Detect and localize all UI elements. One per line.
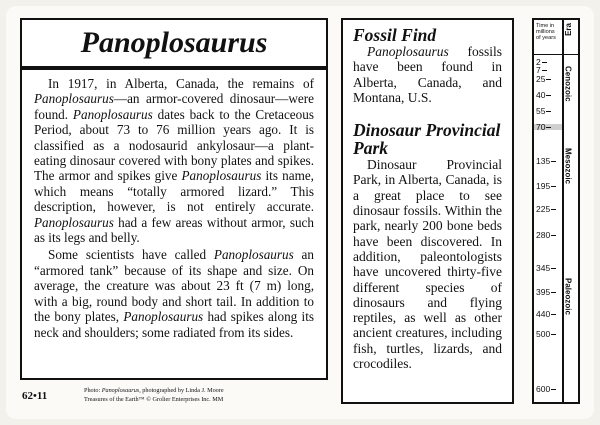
tick-135: 135	[536, 157, 556, 165]
tick-25: 25	[536, 75, 551, 83]
text: fossils have been found in Alberta, Canada, and Montana, U.S.	[353, 44, 502, 105]
geologic-timeline	[532, 18, 580, 404]
header-line: Time in	[536, 23, 555, 29]
text: Some scientists have called	[48, 247, 214, 263]
tick-55: 55	[536, 107, 551, 115]
italic-name: Panoplosaurus	[367, 44, 449, 59]
page-title: Panoplosaurus	[80, 26, 268, 59]
italic-name: Panoplosaurus	[123, 309, 204, 325]
header-line: millions	[536, 29, 555, 36]
title-box	[20, 18, 328, 68]
copyright: Treasures of the Earth™ © Grolier Enterprises Inc. MM	[84, 396, 224, 403]
text: dates back to the Cretaceous Period, about 73 to 76 million years ago. It is classified as a nodosaurid ankylosaur—a plant-eating dinosaur covered with bony plates and spikes. The armor and spikes give	[34, 106, 314, 184]
photo-credit	[84, 386, 224, 395]
era-cenozoic: Cenozoic	[563, 66, 573, 102]
timeline-header	[534, 20, 578, 55]
era-header: Era	[564, 23, 573, 36]
header-line: of years	[536, 35, 556, 42]
era-mesozoic: Mesozoic	[563, 148, 573, 185]
park-text: Dinosaur Provincial Park, in Alberta, Canada, is a great place to see dinosaur fossils. Within the park, nearly 200 bone beds have been discovered. In addition, paleontologists have uncovered thirty-five different species of dinosaurs and flying reptiles, as well as other ancient creatures, including fish, turtles, lizards, and crocodiles.	[353, 157, 502, 372]
photo-photographer: , photographed by Linda J. Moore	[139, 387, 224, 394]
fossil-find-heading: Fossil Find	[353, 25, 437, 45]
text: had spikes along its neck and shoulders; some radiated from its sides.	[34, 309, 314, 340]
card-code: 62•11	[22, 390, 48, 402]
fossil-find-text	[353, 44, 502, 105]
photo-subject: Panoplosaurus	[101, 387, 140, 394]
text: an “armored tank” because of its shape and size. On average, the creature was about 23 ft (7 m) long, with a big, round body and short tail. In addition to the bony plates,	[34, 247, 314, 325]
italic-name: Panoplosaurus	[181, 168, 262, 184]
text: its name, which means “totally armored lizard.” This description, however, is not entirely accurate.	[34, 168, 314, 215]
tick-395: 395	[536, 288, 556, 296]
footer-credits	[84, 386, 224, 404]
text: had a few areas without armor, such as its legs and belly.	[34, 214, 314, 246]
tick-40: 40	[536, 91, 551, 99]
main-text-box	[20, 68, 328, 380]
tick-70: 70	[536, 123, 551, 131]
italic-name: Panoplosaurus	[34, 214, 114, 230]
tick-600: 600	[536, 385, 556, 393]
park-heading: Dinosaur Provincial Park	[353, 120, 501, 159]
text: In 1917, in Alberta, Canada, the remains of	[48, 76, 314, 91]
text: —an armor-covered dinosaur—were found.	[34, 91, 314, 122]
paragraph-2	[34, 247, 314, 339]
tick-195: 195	[536, 182, 556, 190]
italic-name: Panoplosaurus	[72, 106, 153, 122]
paragraph-1	[34, 76, 314, 245]
tick-225: 225	[536, 205, 556, 213]
tick-7: 7	[536, 66, 547, 74]
era-paleozoic: Paleozoic	[563, 278, 573, 315]
tick-345: 345	[536, 264, 556, 272]
sidebar-box	[341, 18, 514, 404]
tick-2: 2	[536, 58, 547, 66]
tick-280: 280	[536, 231, 556, 239]
italic-name: Panoplosaurus	[213, 247, 294, 263]
timeline-unit-label	[536, 23, 556, 42]
tick-440: 440	[536, 310, 556, 318]
photo-label: Photo:	[84, 387, 102, 394]
tick-500: 500	[536, 330, 556, 338]
italic-name: Panoplosaurus	[34, 91, 114, 107]
